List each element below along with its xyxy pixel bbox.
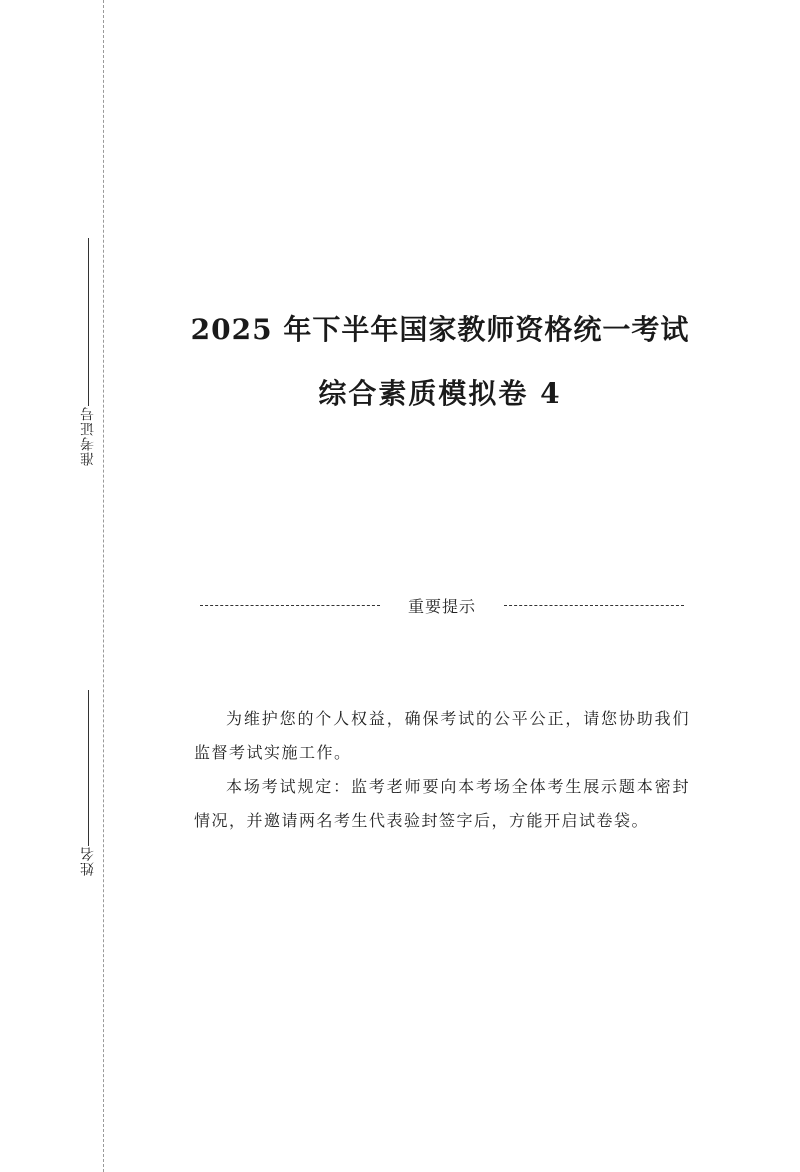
name-underline — [88, 690, 89, 846]
binding-dashed-line — [103, 0, 104, 1172]
notice-paragraph: 本场考试规定：监考老师要向本考场全体考生展示题本密封情况，并邀请两名考生代表验封签字后，方能开启试卷袋。 — [194, 777, 690, 830]
notice-paragraph: 为维护您的个人权益，确保考试的公平公正，请您协助我们监督考试实施工作。 — [194, 709, 690, 762]
exam-number-underline — [88, 238, 89, 406]
exam-number-label: 准考证号 — [80, 406, 96, 466]
exam-subtitle: 综合素质模拟卷 4 — [318, 377, 562, 410]
name-label: 姓名 — [80, 846, 96, 876]
notice-heading: 重要提示 — [407, 596, 476, 616]
exam-title: 2025 年下半年国家教师资格统一考试 — [190, 313, 690, 346]
name-field — [78, 690, 98, 876]
exam-number-field — [78, 238, 98, 466]
notice-header — [200, 593, 684, 617]
notice-body — [194, 702, 690, 838]
notice-left-dashes — [200, 605, 380, 606]
notice-right-dashes — [504, 605, 684, 606]
